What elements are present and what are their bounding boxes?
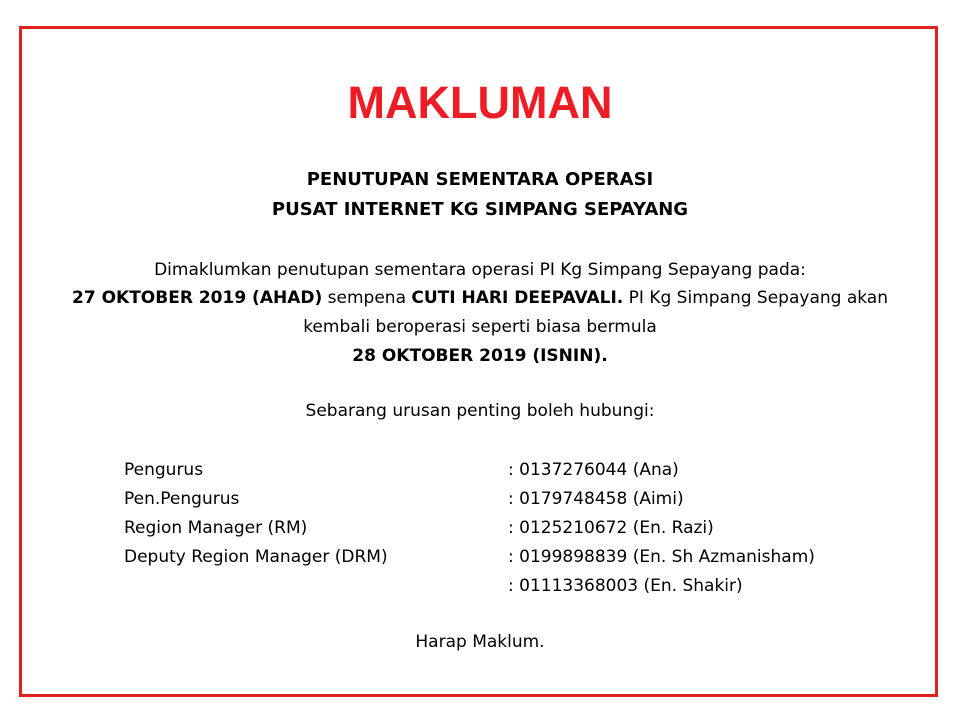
contact-row <box>124 456 884 485</box>
occasion-text: CUTI HARI DEEPAVALI. <box>411 288 624 308</box>
contact-phone: : 0199898839 (En. Sh Azmanisham) <box>508 547 815 567</box>
contact-phone: : 0137276044 (Ana) <box>508 460 679 480</box>
contact-role: Pen.Pengurus <box>124 489 240 509</box>
notice-line-2-rest: PI Kg Simpang Sepayang akan <box>623 288 888 308</box>
notice-line-2 <box>0 284 960 312</box>
contact-role: Region Manager (RM) <box>124 518 308 538</box>
closure-date: 27 OKTOBER 2019 (AHAD) <box>72 288 323 308</box>
contact-intro: Sebarang urusan penting boleh hubungi: <box>305 401 655 421</box>
contact-phone: : 0125210672 (En. Razi) <box>508 518 714 538</box>
notice-title: MAKLUMAN <box>347 77 613 128</box>
contact-row <box>124 514 884 543</box>
contact-row <box>124 572 884 601</box>
contact-list <box>124 456 884 601</box>
contact-phone: : 0179748458 (Aimi) <box>508 489 684 509</box>
reopen-date: 28 OKTOBER 2019 (ISNIN). <box>352 346 608 366</box>
subtitle-line-1: PENUTUPAN SEMENTARA OPERASI <box>306 169 654 190</box>
contact-phone: : 01113368003 (En. Shakir) <box>508 576 743 596</box>
contact-role: Pengurus <box>124 460 204 480</box>
sempena-text: sempena <box>322 288 412 308</box>
notice-line-3: kembali beroperasi seperti biasa bermula <box>303 317 657 337</box>
closing-text: Harap Maklum. <box>415 632 545 652</box>
contact-role: Deputy Region Manager (DRM) <box>124 547 388 567</box>
notice-line-1: Dimaklumkan penutupan sementara operasi PI Kg Simpang Sepayang pada: <box>154 260 806 280</box>
subtitle-line-2: PUSAT INTERNET KG SIMPANG SEPAYANG <box>271 199 689 220</box>
contact-row <box>124 485 884 514</box>
contact-row <box>124 543 884 572</box>
